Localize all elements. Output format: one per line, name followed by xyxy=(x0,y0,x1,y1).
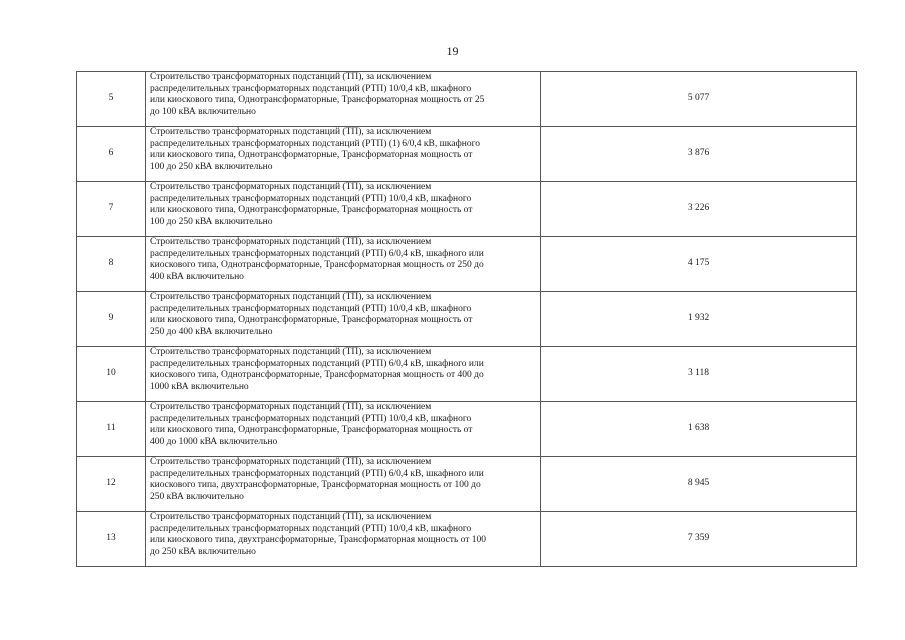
description-line: распределительных трансформаторных подстанций (РТП) 6/0,4 кВ, шкафного или xyxy=(150,468,484,479)
table-row xyxy=(77,182,857,237)
description-line: распределительных трансформаторных подстанций (РТП) (1) 6/0,4 кВ, шкафного xyxy=(150,138,480,149)
description-cell xyxy=(146,402,541,457)
rate-table-body xyxy=(77,72,857,567)
description-line: распределительных трансформаторных подстанций (РТП) 10/0,4 кВ, шкафного xyxy=(150,303,472,314)
description-line: Строительство трансформаторных подстанций (ТП), за исключением xyxy=(150,402,432,412)
row-number-cell: 9 xyxy=(77,292,146,347)
description-line: 400 до 1000 кВА включительно xyxy=(150,436,278,447)
description-line: киоскового типа, Однотрансформаторные, Трансформаторная мощность от 250 до xyxy=(150,260,484,271)
description-line: 100 до 250 кВА включительно xyxy=(150,216,273,227)
table-row xyxy=(77,127,857,182)
value-cell: 3 876 xyxy=(541,127,857,182)
value-cell: 4 175 xyxy=(541,237,857,292)
value-cell: 5 077 xyxy=(541,72,857,127)
table-row xyxy=(77,347,857,402)
description-line: Строительство трансформаторных подстанций (ТП), за исключением xyxy=(150,182,432,192)
description-line: Строительство трансформаторных подстанций (ТП), за исключением xyxy=(150,457,432,467)
table-row xyxy=(77,457,857,512)
row-number-cell: 12 xyxy=(77,457,146,512)
description-line: до 100 кВА включительно xyxy=(150,106,256,117)
description-cell xyxy=(146,292,541,347)
description-line: распределительных трансформаторных подстанций (РТП) 6/0,4 кВ, шкафного или xyxy=(150,358,484,369)
description-line: Строительство трансформаторных подстанций (ТП), за исключением xyxy=(150,127,432,137)
description-cell xyxy=(146,457,541,512)
description-line: Строительство трансформаторных подстанций (ТП), за исключением xyxy=(150,512,432,522)
description-line: распределительных трансформаторных подстанций (РТП) 10/0,4 кВ, шкафного xyxy=(150,413,472,424)
description-cell xyxy=(146,182,541,237)
description-line: распределительных трансформаторных подстанций (РТП) 10/0,4 кВ, шкафного xyxy=(150,193,472,204)
value-cell: 7 359 xyxy=(541,512,857,567)
description-line: или киоскового типа, Однотрансформаторные, Трансформаторная мощность от xyxy=(150,315,473,326)
row-number-cell: 5 xyxy=(77,72,146,127)
table-row xyxy=(77,402,857,457)
description-cell xyxy=(146,347,541,402)
description-line: 100 до 250 кВА включительно xyxy=(150,161,273,172)
description-line: 400 кВА включительно xyxy=(150,271,244,282)
description-line: распределительных трансформаторных подстанций (РТП) 10/0,4 кВ, шкафного xyxy=(150,83,472,94)
row-number-cell: 10 xyxy=(77,347,146,402)
description-line: Строительство трансформаторных подстанций (ТП), за исключением xyxy=(150,347,432,357)
description-line: распределительных трансформаторных подстанций (РТП) 10/0,4 кВ, шкафного xyxy=(150,523,472,534)
page-number: 19 xyxy=(446,44,459,58)
value-cell: 1 638 xyxy=(541,402,857,457)
row-number-cell: 11 xyxy=(77,402,146,457)
rate-table xyxy=(76,71,857,567)
row-number-cell: 13 xyxy=(77,512,146,567)
description-line: 250 кВА включительно xyxy=(150,491,244,502)
description-line: 250 до 400 кВА включительно xyxy=(150,326,273,337)
description-cell xyxy=(146,512,541,567)
description-line: или киоскового типа, Однотрансформаторные, Трансформаторная мощность от xyxy=(150,425,473,436)
description-line: до 250 кВА включительно xyxy=(150,546,256,557)
description-line: или киоскового типа, Однотрансформаторные, Трансформаторная мощность от 25 xyxy=(150,95,485,106)
description-line: или киоскового типа, двухтрансформаторные, Трансформаторная мощность от 100 xyxy=(150,535,487,546)
description-line: киоскового типа, двухтрансформаторные, Трансформаторная мощность от 100 до xyxy=(150,480,481,491)
description-line: 1000 кВА включительно xyxy=(150,381,249,392)
row-number-cell: 7 xyxy=(77,182,146,237)
table-row xyxy=(77,292,857,347)
table-row xyxy=(77,72,857,127)
row-number-cell: 8 xyxy=(77,237,146,292)
row-number-cell: 6 xyxy=(77,127,146,182)
description-line: или киоскового типа, Однотрансформаторные, Трансформаторная мощность от xyxy=(150,150,473,161)
description-cell xyxy=(146,127,541,182)
description-cell xyxy=(146,72,541,127)
description-line: распределительных трансформаторных подстанций (РТП) 6/0,4 кВ, шкафного или xyxy=(150,248,484,259)
description-line: киоскового типа, Однотрансформаторные, Трансформаторная мощность от 400 до xyxy=(150,370,484,381)
value-cell: 1 932 xyxy=(541,292,857,347)
description-line: Строительство трансформаторных подстанций (ТП), за исключением xyxy=(150,292,432,302)
table-row xyxy=(77,512,857,567)
value-cell: 8 945 xyxy=(541,457,857,512)
value-cell: 3 118 xyxy=(541,347,857,402)
table-row xyxy=(77,237,857,292)
description-line: или киоскового типа, Однотрансформаторные, Трансформаторная мощность от xyxy=(150,205,473,216)
value-cell: 3 226 xyxy=(541,182,857,237)
description-cell xyxy=(146,237,541,292)
description-line: Строительство трансформаторных подстанций (ТП), за исключением xyxy=(150,72,432,82)
description-line: Строительство трансформаторных подстанций (ТП), за исключением xyxy=(150,237,432,247)
